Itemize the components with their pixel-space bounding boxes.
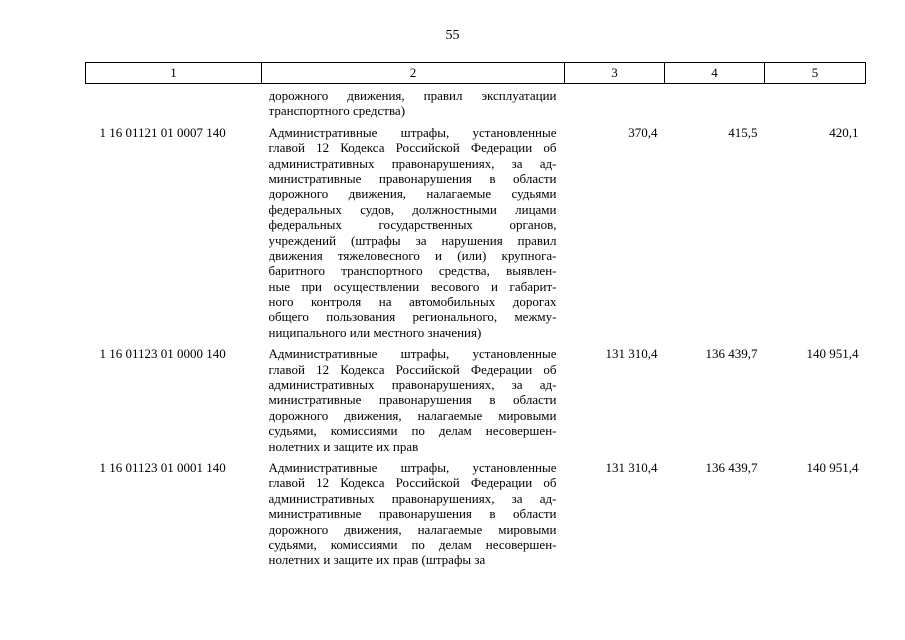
header-col-1: 1 [86,63,262,84]
header-col-5: 5 [765,63,866,84]
description-line: ниципального или местного значения) [268,324,482,340]
row-code [86,84,262,119]
row-value-col-5 [765,84,866,119]
table-row [86,454,866,568]
row-value-col-4: 136 439,7 [705,459,758,475]
description-line: федеральных судов, должностными лицами [268,201,557,217]
row-value-col-5: 420,1 [829,124,859,140]
description-line: ного контроля на автомобильных дорогах [268,294,557,310]
table-row [86,340,866,454]
description-line: главой 12 Кодекса Российской Федерации об [268,140,557,156]
description-line: движения тяжеловесного и (или) крупнога- [268,247,557,263]
row-value-col-3: 131 310,4 [605,459,658,475]
table-header [86,63,866,84]
description-line: дорожного движения, налагаемые судьями [268,186,557,202]
row-description [262,454,565,568]
description-line: министративные правонарушения в области [268,170,557,186]
row-value-col-3 [565,84,665,119]
description-line: федеральных государственных органов, [268,217,557,233]
description-line: Административные штрафы, установленные [268,124,557,140]
table-body [86,84,866,568]
description-line: ные при осуществлении весового и габарит- [268,278,557,294]
header-row [86,63,866,84]
row-code: 1 16 01121 01 0007 140 [99,124,226,140]
row-description [262,119,565,340]
description-line: министративные правонарушения в области [268,392,557,408]
description-line: министративные правонарушения в области [268,506,557,522]
row-description [262,84,565,119]
row-code: 1 16 01123 01 0001 140 [99,459,226,475]
row-value-col-5: 140 951,4 [806,459,859,475]
description-line: общего пользования регионального, межму- [268,309,557,325]
description-line: административных правонарушениях, за ад- [268,490,557,506]
row-value-col-3: 131 310,4 [605,346,658,362]
table-row [86,119,866,340]
header-col-3: 3 [565,63,665,84]
table-row-continuation [86,84,866,119]
page-number: 55 [445,28,460,43]
row-value-col-3: 370,4 [628,124,658,140]
description-line: главой 12 Кодекса Российской Федерации об [268,361,557,377]
description-line: административных правонарушениях, за ад- [268,155,557,171]
row-value-col-4 [665,84,765,119]
description-line: баритного транспортного средства, выявлен- [268,263,557,279]
budget-table [85,62,866,568]
header-col-2: 2 [262,63,565,84]
row-description [262,340,565,454]
description-line: главой 12 Кодекса Российской Федерации об [268,475,557,491]
row-value-col-4: 136 439,7 [705,346,758,362]
description-line: нолетних и защите их прав [268,438,419,454]
description-line: дорожного движения, правил эксплуатации [268,88,557,103]
description-line: Административные штрафы, установленные [268,346,557,362]
description-line: дорожного движения, налагаемые мировыми [268,407,557,423]
description-line: Административные штрафы, установленные [268,459,557,475]
header-col-4: 4 [665,63,765,84]
description-line: нолетних и защите их прав (штрафы за [268,552,486,568]
description-line: учреждений (штрафы за нарушения правил [268,232,557,248]
description-line: транспортного средства) [268,103,406,119]
row-value-col-5: 140 951,4 [806,346,859,362]
row-code: 1 16 01123 01 0000 140 [99,346,226,362]
description-line: административных правонарушениях, за ад- [268,377,557,393]
description-line: судьями, комиссиями по делам несовершен- [268,423,557,439]
description-line: дорожного движения, налагаемые мировыми [268,521,557,537]
description-line: судьями, комиссиями по делам несовершен- [268,536,557,552]
row-value-col-4: 415,5 [728,124,758,140]
